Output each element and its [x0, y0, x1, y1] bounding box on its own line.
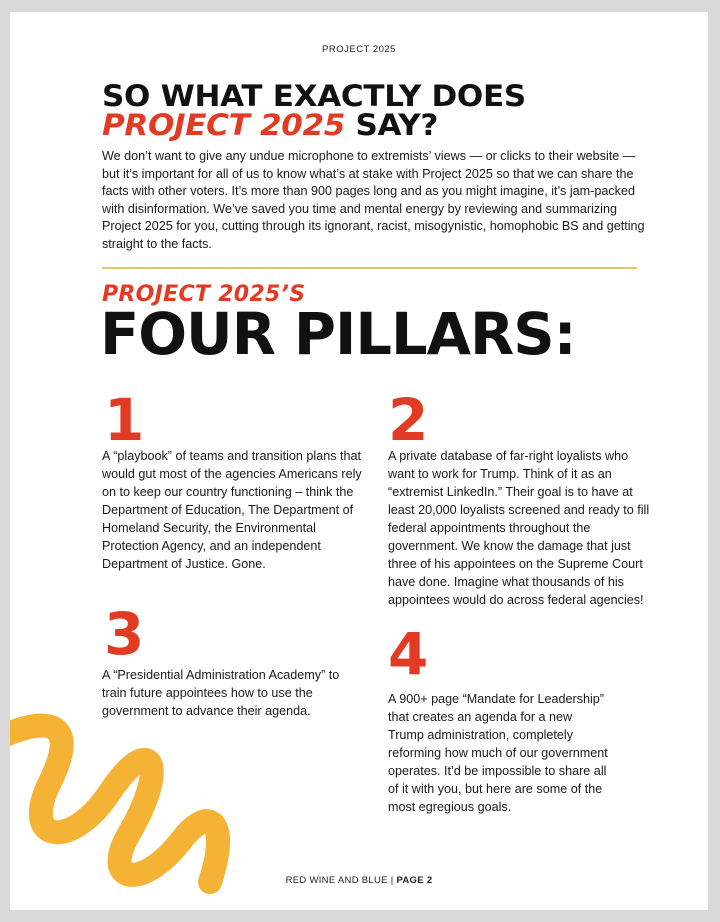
- pillar-text-4: A 900+ page “Mandate for Leadership” that creates an agenda for a new Trump administration, completely reforming how much of our government operates. It’d be impossible to share all of it with you, but here are some of the most egregious goals.: [388, 692, 608, 814]
- header-label: PROJECT 2025: [322, 44, 396, 55]
- pillar-text-2: A private database of far-right loyalists who want to work for Trump. Think of it as an “extremist LinkedIn.” Their goal is to have at least 20,000 loyalists screened and ready to fill federal appointments throughout the government. We know the damage that just three of his appointees on the Supreme Court have done. Imagine what thousands of his appointees would do across federal agencies!: [388, 449, 650, 607]
- pillars-subtitle: PROJECT 2025’S: [102, 282, 306, 307]
- title-rest: SAY?: [345, 108, 439, 143]
- pillar-number-1: 1: [104, 386, 145, 454]
- document-page: [10, 12, 708, 910]
- pillar-text-3: A “Presidential Administration Academy” to train future appointees how to use the government to advance their agenda.: [102, 668, 340, 718]
- footer-source: RED WINE AND BLUE |: [285, 875, 397, 886]
- footer-page-number: PAGE 2: [396, 875, 433, 886]
- title-highlight: PROJECT 2025: [102, 108, 346, 143]
- page-title: [102, 79, 526, 143]
- title-line-1: SO WHAT EXACTLY DOES: [102, 79, 526, 114]
- title-line-2: [102, 108, 526, 143]
- section-divider: [102, 267, 637, 269]
- pillar-text-1: A “playbook” of teams and transition plans that would gut most of the agencies Americans rely on to keep our country functioning – think the Department of Education, The Department of Homeland Security, the Environmental Protection Agency, and an independent Department of Justice. Gone.: [102, 449, 362, 571]
- page-footer: [10, 875, 708, 886]
- pillars-title: FOUR PILLARS:: [100, 300, 576, 368]
- pillar-number-3: 3: [104, 600, 145, 668]
- intro-paragraph: We don’t want to give any undue microphone to extremists’ views — or clicks to their website — but it’s important for all of us to know what’s at stake with Project 2025 so that we can share the facts with other voters. It’s more than 900 pages long and as you might imagine, it’s jam-packed with disinformation. We’ve saved you time and mental energy by reviewing and summarizing Project 2025 for you, cutting through its ignorant, racist, misogynistic, homophobic BS and getting straight to the facts.: [102, 149, 645, 251]
- pillar-number-2: 2: [388, 386, 429, 454]
- pillar-number-4: 4: [388, 620, 429, 688]
